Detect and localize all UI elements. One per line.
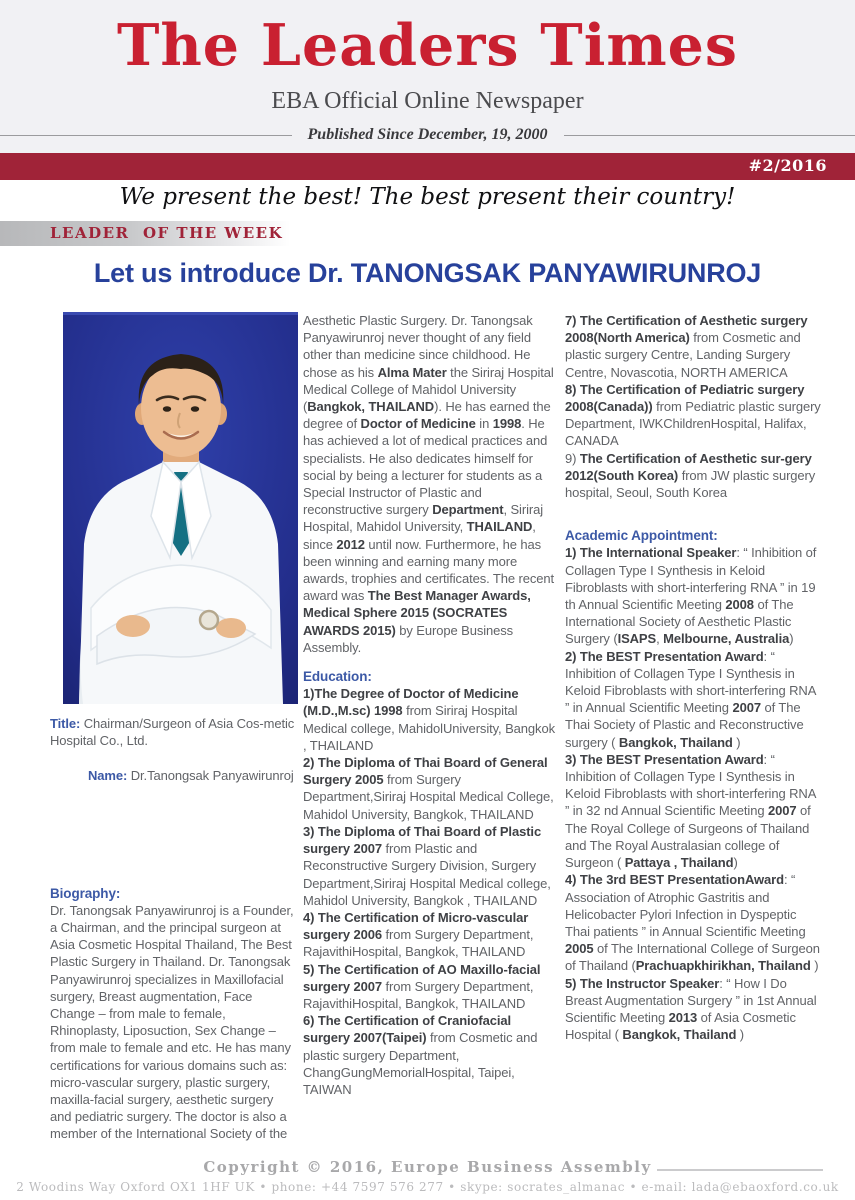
doctor-title-block xyxy=(50,715,298,749)
certification-item: 9) The Certification of Aesthetic sur-gery 2012(South Korea) from JW plastic surgery hospital, Seoul, South Korea xyxy=(565,450,816,501)
footer-divider-line xyxy=(657,1169,823,1171)
title-value: Chairman/Surgeon of Asia Cos-metic Hospital Co., Ltd. xyxy=(50,716,295,749)
education-item: 6) The Certification of Craniofacial surgery 2007(Taipei) from Cosmetic and plastic surgery Department, ChangGungMemorialHospital, Taipei, TAIWAN xyxy=(303,1013,538,1097)
issue-banner xyxy=(0,153,855,180)
title-label: Title: xyxy=(50,716,81,731)
education-item: 3) The Diploma of Thai Board of Plastic surgery 2007 from Plastic and Reconstructive Surgery Division, Surgery Department,Siriraj Hospital Medical college, Mahidol University, Bangkok , THAILAND xyxy=(303,823,551,908)
certification-item: 7) The Certification of Aesthetic surgery 2008(North America) from Cosmetic and plastic surgery Centre, Landing Surgery Centre, Novascotia, NORTH AMERICA xyxy=(565,313,808,380)
section-label: LEADER OF THE WEEK xyxy=(50,224,284,242)
issue-number: #2/2016 xyxy=(748,156,827,175)
contact-address-text: 2 Woodins Way Oxford OX1 1HF UK • phone: +44 7597 576 277 • skype: socrates_almanac • e-mail: lada@ebaoxford.co.uk xyxy=(16,1180,839,1194)
intro-paragraph: Aesthetic Plastic Surgery. Dr. Tanongsak Panyawirunroj never thought of any field other than medicine since childhood. He chose as his Alma Mater the Siriraj Hospital Medical College of Mahidol University (Bangkok, THAILAND). He has earned the degree of Doctor of Medicine in 1998. He has achieved a lot of medical practices and specialists. He also dedicates himself for social by being a lecturer for students as a Special Instructor of Plastic and reconstructive surgery Department, Siriraj Hospital, Mahidol University, THAILAND, since 2012 until now. Furthermore, he has been winning and earning many more awards, trophies and certificates. The recent award was The Best Manager Awards, Medical Sphere 2015 (SOCRATES AWARDS 2015) by Europe Business Assembly. xyxy=(303,313,555,655)
academic-item: 4) The 3rd BEST PresentationAward: “ Association of Atrophic Gastritis and Helicobacter Pylori Infection in Dyspeptic Thai patients ” in Annual Scientific Meeting 2005 of The International College of Surgeon of Thailand (Prachuapkhirikhan, Thailand ) xyxy=(565,872,820,974)
education-heading: Education: xyxy=(303,669,372,685)
divider-line xyxy=(564,135,855,136)
academic-item: 2) The BEST Presentation Award: “ Inhibition of Collagen Type I Synthesis in Keloid Fibroblasts with short-interfering RNA ” in Annual Scientific Meeting 2007 of The Thai Society of Plastic and Reconstructive surgery ( Bangkok, Thailand ) xyxy=(565,648,816,750)
middle-column xyxy=(303,312,560,1098)
education-item: 1)The Degree of Doctor of Medicine (M.D.,M.sc) 1998 from Siriraj Hospital Medical college, MahidolUniversity, Bangkok , THAILAND xyxy=(303,686,555,753)
education-item: 2) The Diploma of Thai Board of General Surgery 2005 from Surgery Department,Siriraj Hospital Medical College, Mahidol University, Bangkok, THAILAND xyxy=(303,755,554,822)
section-label-bar xyxy=(0,221,290,246)
academic-item: 3) The BEST Presentation Award: “ Inhibition of Collagen Type I Synthesis in Keloid Fibroblasts with short-interfering RNA ” in 32 nd Annual Scientific Meeting 2007 of The Royal College of Surgeons of Thailand and The Royal Australasian college of Surgeon ( Pattaya , Thailand) xyxy=(565,751,816,871)
academic-item: 1) The International Speaker: “ Inhibition of Collagen Type I Synthesis in Keloid Fibroblasts with short-interfering RNA ” in 19 th Annual Scientific Meeting 2008 of The International Society of Aesthetic Plastic Surgery (ISAPS, Melbourne, Australia) xyxy=(565,545,817,647)
newspaper-subtitle: EBA Official Online Newspaper xyxy=(271,88,584,114)
biography-paragraph: Dr. Tanongsak Panyawirunroj is a Founder, a Chairman, and the principal surgeon at Asia Cosmetic Hospital Thailand, The Best Plastic Surgery in Thailand. Dr. Tanongsak Panyawirunroj specializes in Maxillofacial surgery, Breast augmentation, Face Change – from male to female, Rhinoplasty, Liposuction, Sex Change – from male to female and etc. He has many certifications for various domains such as: micro-vascular surgery, plastic surgery, maxilla-facial surgery, aesthetic surgery and pediatric surgery. The doctor is also a member of the International Society of the xyxy=(50,902,294,1142)
published-since-text: Published Since December, 19, 2000 xyxy=(307,126,548,143)
education-item: 5) The Certification of AO Maxillo-facial surgery 2007 from Surgery Department, RajavithiHospital, Bangkok, THAILAND xyxy=(303,961,541,1011)
article-headline: Let us introduce Dr. TANONGSAK PANYAWIRUNROJ xyxy=(93,258,762,288)
name-value: Dr.Tanongsak Panyawirunroj xyxy=(127,768,294,784)
biography-heading: Biography: xyxy=(50,885,121,901)
published-since-row xyxy=(0,126,855,144)
slogan-text: We present the best! The best present their country! xyxy=(119,184,736,210)
copyright-text: Copyright © 2016, Europe Business Assembly xyxy=(203,1158,652,1176)
academic-item: 5) The Instructor Speaker: “ How I Do Breast Augmentation Surgery ” in 1st Annual Scientific Meeting 2013 of Asia Cosmetic Hospital ( Bangkok, Thailand ) xyxy=(565,975,817,1043)
right-column xyxy=(565,312,822,1043)
newspaper-title: The Leaders Times xyxy=(116,12,739,79)
name-label: Name: xyxy=(88,768,128,784)
academic-appointment-heading: Academic Appointment: xyxy=(565,528,718,544)
divider-line xyxy=(0,135,292,136)
doctor-name-block xyxy=(50,767,298,784)
left-column xyxy=(50,312,298,1143)
doctor-portrait-photo xyxy=(63,312,298,704)
education-item: 4) The Certification of Micro-vascular surgery 2006 from Surgery Department, RajavithiHospital, Bangkok, THAILAND xyxy=(303,909,534,960)
certification-item: 8) The Certification of Pediatric surgery 2008(Canada)) from Pediatric plastic surgery Department, IWKChildrenHospital, Halifax, CANADA xyxy=(565,381,821,449)
